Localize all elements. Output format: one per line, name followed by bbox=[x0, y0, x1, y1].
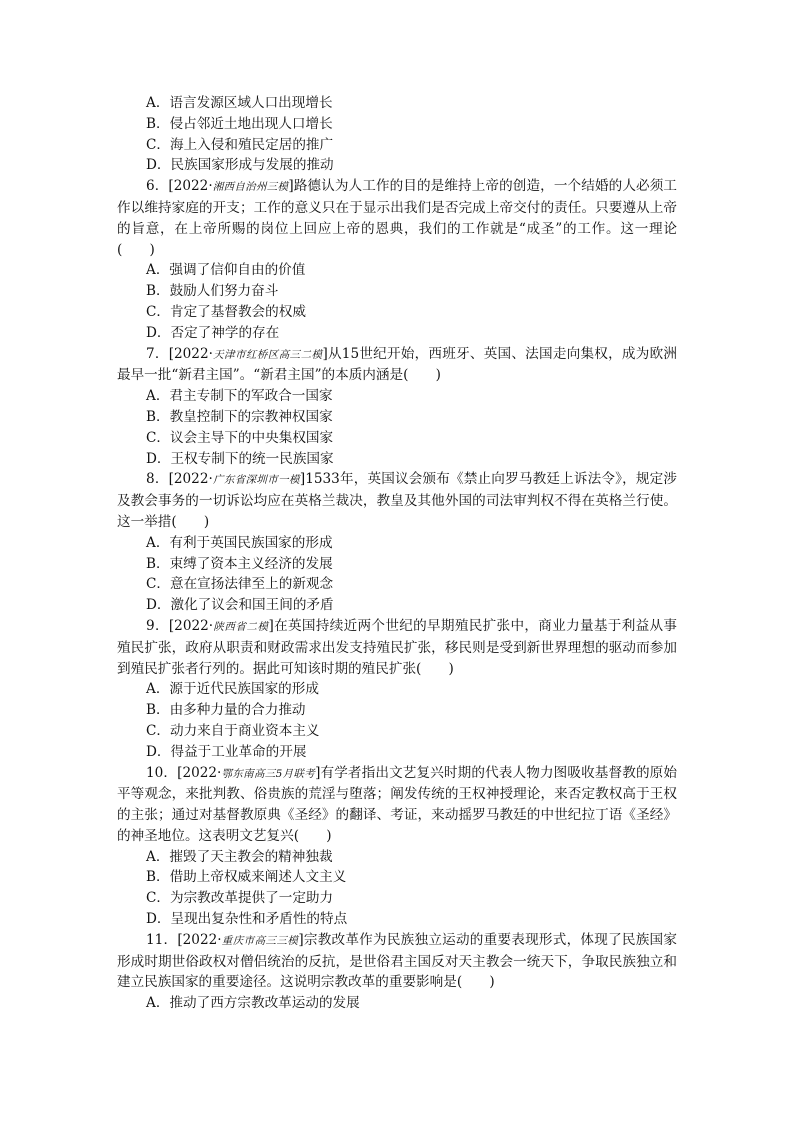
q10-option-d: D．呈现出复杂性和矛盾性的特点 bbox=[146, 911, 348, 928]
q5-option-d: D．民族国家形成与发展的推动 bbox=[146, 157, 334, 174]
q8-source: 广东省深圳市一模 bbox=[212, 474, 300, 487]
q6-option-a: A．强调了信仰自由的价值 bbox=[146, 262, 306, 279]
q6-source: 湘西自治州三模 bbox=[212, 181, 289, 194]
question-list bbox=[117, 93, 677, 1014]
question-11 bbox=[117, 930, 677, 1014]
q10-source: 鄂东南高三5月联考 bbox=[221, 767, 316, 780]
q7-option-b: B．教皇控制下的宗教神权国家 bbox=[146, 408, 333, 425]
q11-source: 重庆市高三三模 bbox=[221, 934, 299, 947]
q5-option-a: A．语言发源区域人口出现增长 bbox=[146, 95, 333, 111]
q7-text: ]从15世纪开始，西班牙、英国、法国走向集权，成为欧洲最早一批“新君主国”。“新君主国”的本质内涵是( ) bbox=[117, 345, 677, 384]
q10-number: 10．[2022· bbox=[146, 764, 222, 781]
q5-option-b: B．侵占邻近土地出现人口增长 bbox=[146, 115, 333, 132]
q10-text: ]有学者指出文艺复兴时期的代表人物力图吸收基督教的原始平等观念，来批判教、俗贵族的荒淫与堕落；阐发传统的王权神授理论，来否定教权高于王权的主张；通过对基督教原典《圣经》的翻译、考证，来动摇罗马教廷的中世纪拉丁语《圣经》的神圣地位。这表明文艺复兴( ) bbox=[117, 764, 677, 844]
q11-text: ]宗教改革作为民族独立运动的重要表现形式，体现了民族国家形成时期世俗政权对僧侣统治的反抗，是世俗君主国反对天主教会一统天下，争取民族独立和建立民族国家的重要途径。这说明宗教改革的重要影响是( ) bbox=[117, 931, 677, 991]
q9-source: 陕西省二模 bbox=[213, 620, 269, 633]
q9-option-a: A．源于近代民族国家的形成 bbox=[146, 681, 319, 698]
q11-option-a: A．推动了西方宗教改革运动的发展 bbox=[146, 995, 360, 1012]
q11-stem bbox=[117, 930, 677, 993]
q6-text: ]路德认为人工作的目的是维持上帝的创造，一个结婚的人必须工作以维持家庭的开支；工作的意义只在于显示出我们是否完成上帝交付的责任。只要遵从上帝的旨意，在上帝所赐的岗位上回应上帝的恩典，我们的工作就是“成圣”的工作。这一理论( ) bbox=[117, 178, 677, 258]
question-9 bbox=[117, 616, 677, 763]
q7-stem bbox=[117, 344, 677, 387]
q8-number: 8．[2022· bbox=[146, 471, 213, 488]
q8-stem bbox=[117, 469, 677, 532]
q8-option-a: A．有利于英国民族国家的形成 bbox=[146, 534, 333, 551]
q7-option-a: A．君主专制下的军政合一国家 bbox=[146, 388, 333, 405]
q7-source: 天津市红桥区高三二模 bbox=[212, 348, 323, 361]
question-7 bbox=[117, 344, 677, 470]
q10-option-a: A．摧毁了天主教会的精神独裁 bbox=[146, 848, 333, 865]
q7-option-d: D．王权专制下的统一民族国家 bbox=[146, 450, 334, 467]
q6-number: 6．[2022· bbox=[146, 178, 213, 195]
q9-number: 9．[2022· bbox=[146, 617, 214, 634]
q7-number: 7．[2022· bbox=[146, 345, 213, 362]
q7-option-c: C．议会主导下的中央集权国家 bbox=[146, 429, 334, 446]
q6-option-d: D．否定了神学的存在 bbox=[146, 324, 280, 341]
question-10 bbox=[117, 763, 677, 930]
q9-option-c: C．动力来自于商业资本主义 bbox=[146, 722, 320, 739]
q9-option-d: D．得益于工业革命的开展 bbox=[146, 743, 307, 760]
q6-stem bbox=[117, 176, 677, 260]
q10-option-b: B．借助上帝权威来阐述人文主义 bbox=[146, 869, 347, 886]
q10-option-c: C．为宗教改革提供了一定助力 bbox=[146, 890, 334, 907]
question-8 bbox=[117, 469, 677, 616]
q6-option-b: B．鼓励人们努力奋斗 bbox=[146, 283, 279, 300]
q8-text: ]1533年，英国议会颁布《禁止向罗马教廷上诉法令》，规定涉及教会事务的一切诉讼均应在英格兰裁决，教皇及其他外国的司法审判权不得在英格兰行使。这一举措( ) bbox=[117, 471, 677, 530]
q10-stem bbox=[117, 763, 677, 847]
q8-option-d: D．激化了议会和国王间的矛盾 bbox=[146, 597, 334, 614]
q5-options bbox=[117, 93, 677, 176]
q11-number: 11．[2022· bbox=[146, 931, 222, 948]
q9-stem bbox=[117, 616, 677, 679]
question-6 bbox=[117, 176, 677, 343]
q9-option-b: B．由多种力量的合力推动 bbox=[146, 702, 306, 719]
q8-option-b: B．束缚了资本主义经济的发展 bbox=[146, 555, 333, 572]
q6-option-c: C．肯定了基督教会的权威 bbox=[146, 303, 306, 320]
q5-option-c: C．海上入侵和殖民定居的推广 bbox=[146, 136, 334, 153]
q8-option-c: C．意在宣扬法律至上的新观念 bbox=[146, 576, 334, 593]
q9-text: ]在英国持续近两个世纪的早期殖民扩张中，商业力量基于利益从事殖民扩张，政府从职责和财政需求出发支持殖民扩张，移民则是受到新世界理想的驱动而参加到殖民扩张者行列的。据此可知该时期的殖民扩张( ) bbox=[117, 617, 678, 677]
